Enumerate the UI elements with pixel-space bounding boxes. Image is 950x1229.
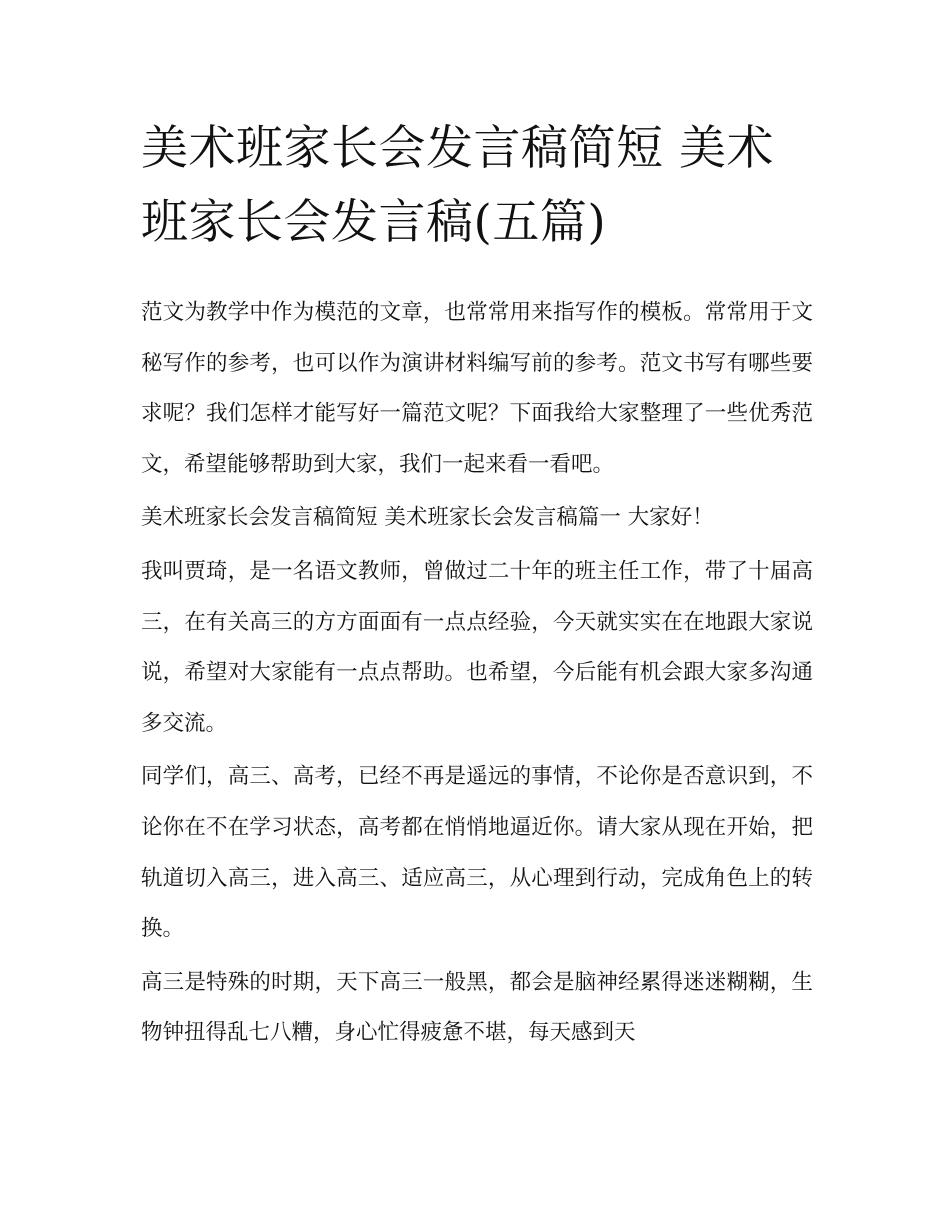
document-page	[141, 112, 813, 1062]
paragraph-students: 同学们，高三、高考，已经不再是遥远的事情，不论你是否意识到，不论你在不在学习状态，高考都在悄悄地逼近你。请大家从现在开始，把轨道切入高三，进入高三、适应高三，从心理到行动，完成角色上的转换。	[141, 764, 813, 942]
paragraph-senior-year: 高三是特殊的时期，天下高三一般黑，都会是脑神经累得迷迷糊糊，生物钟扭得乱七八糟，身心忙得疲惫不堪，每天感到天	[141, 969, 813, 1046]
document-title: 美术班家长会发言稿简短 美术班家长会发言稿(五篇)	[141, 121, 774, 250]
paragraph-self-intro: 我叫贾琦，是一名语文教师，曾做过二十年的班主任工作，带了十届高三，在有关高三的方方面面有一点点经验，今天就实实在在地跟大家说说，希望对大家能有一点点帮助。也希望，今后能有机会跟大家多沟通多交流。	[141, 558, 813, 736]
document-body	[141, 288, 813, 1059]
paragraph-section-heading: 美术班家长会发言稿简短 美术班家长会发言稿篇一 大家好！	[141, 505, 714, 531]
paragraph-intro: 范文为教学中作为模范的文章，也常常用来指写作的模板。常常用于文秘写作的参考，也可以作为演讲材料编写前的参考。范文书写有哪些要求呢？我们怎样才能写好一篇范文呢？下面我给大家整理了一些优秀范文，希望能够帮助到大家，我们一起来看一看吧。	[141, 300, 813, 477]
